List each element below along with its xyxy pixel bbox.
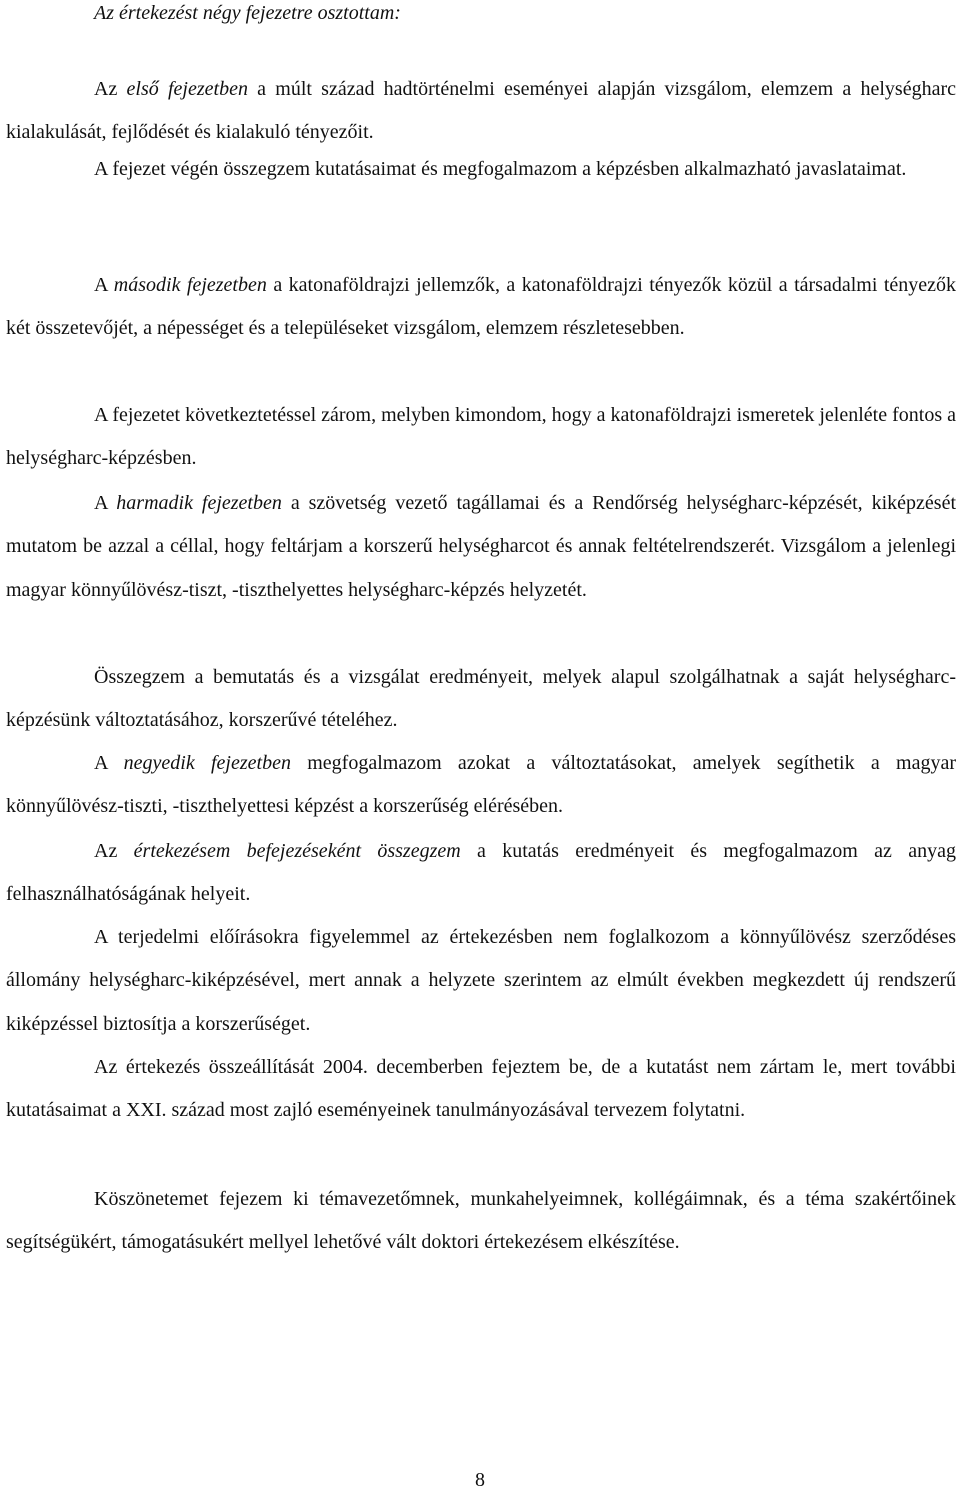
text-run-italic: harmadik fejezetben (116, 492, 282, 514)
section-heading: Az értekezést négy fejezetre osztottam: (94, 2, 401, 24)
text-run: A (94, 274, 114, 296)
text-run: a kutatás eredményeit és megfogalmazom az anyag felhasználhatóságának helyeit. (6, 840, 956, 906)
paragraph-acknowledgements (6, 1178, 956, 1265)
paragraph-second-conclusion (6, 394, 956, 481)
text-run-italic: első fejezetben (126, 78, 248, 100)
text-run-italic: értekezésem befejezéseként összegzem (133, 840, 461, 862)
text-run: Az (94, 78, 127, 100)
text-run-italic: negyedik fejezetben (123, 752, 291, 774)
text-run: a szövetség vezető tagállamai és a Rendőrség helységharc-képzését, kiképzését mutatom be azzal a céllal, hogy feltárjam a korszerű helységharcot és annak feltételrendszerét. Vizsgálom a jelenlegi magyar könnyűlövész-tiszt, -tiszthelyettes helységharc-képzés helyzetét. (6, 492, 957, 601)
paragraph-conclusion (6, 830, 956, 917)
paragraph-third-summary (6, 656, 956, 743)
text-run-italic: második fejezetben (113, 274, 267, 296)
page-number: 8 (475, 1469, 485, 1491)
text-run: A fejezetet következtetéssel zárom, melyben kimondom, hogy a katonaföldrajzi ismeretek jelenléte fontos a helységharc-képzésben. (6, 404, 956, 470)
text-run: megfogalmazom azokat a változtatásokat, amelyek segíthetik a magyar könnyűlövész-tiszti, -tiszthelyettesi képzést a korszerűség elérésében. (6, 752, 957, 818)
paragraph-first-chapter (6, 68, 956, 155)
paragraph-completion (6, 1046, 956, 1133)
paragraph-third-chapter (6, 482, 956, 612)
paragraph-second-chapter (6, 264, 956, 351)
text-run: Összegzem a bemutatás és a vizsgálat eredményeit, melyek alapul szolgálhatnak a saját helységharc-képzésünk változtatásához, korszerűvé tételéhez. (6, 666, 956, 732)
text-run: a katonaföldrajzi jellemzők, a katonaföldrajzi tényezők közül a társadalmi tényezők két összetevőjét, a népességet és a településeket vizsgálom, elemzem részletesebben. (6, 274, 957, 340)
text-run: Az értekezés összeállítását 2004. decemberben fejeztem be, de a kutatást nem zártam le, mert további kutatásaimat a XXI. század most zajló eseményeinek tanulmányozásával tervezem folytatni. (6, 1056, 956, 1122)
text-run: Köszönetemet fejezem ki témavezetőmnek, munkahelyeimnek, kollégáimnak, és a téma szakértőinek segítségükért, támogatásukért mellyel lehetővé vált doktori értekezésem elkészítése. (6, 1188, 956, 1254)
paragraph-scope (6, 916, 956, 1046)
text-run: A (94, 492, 117, 514)
text-run: Az (94, 840, 134, 862)
text-run: A terjedelmi előírásokra figyelemmel az értekezésben nem foglalkozom a könnyűlövész szerződéses állomány helységharc-kiképzésével, mert annak a helyzete szerintem az elmúlt években megkezdett új rendszerű kiképzéssel biztosítja a korszerűséget. (6, 926, 956, 1035)
paragraph-chapter-summary (6, 148, 956, 191)
text-run: a múlt század hadtörténelmi eseményei alapján vizsgálom, elemzem a helységharc kialakulását, fejlődését és kialakuló tényezőit. (6, 78, 956, 144)
paragraph-fourth-chapter (6, 742, 956, 829)
text-run: A fejezet végén összegzem kutatásaimat és megfogalmazom a képzésben alkalmazható javaslataimat. (94, 158, 907, 180)
text-run: A (94, 752, 124, 774)
